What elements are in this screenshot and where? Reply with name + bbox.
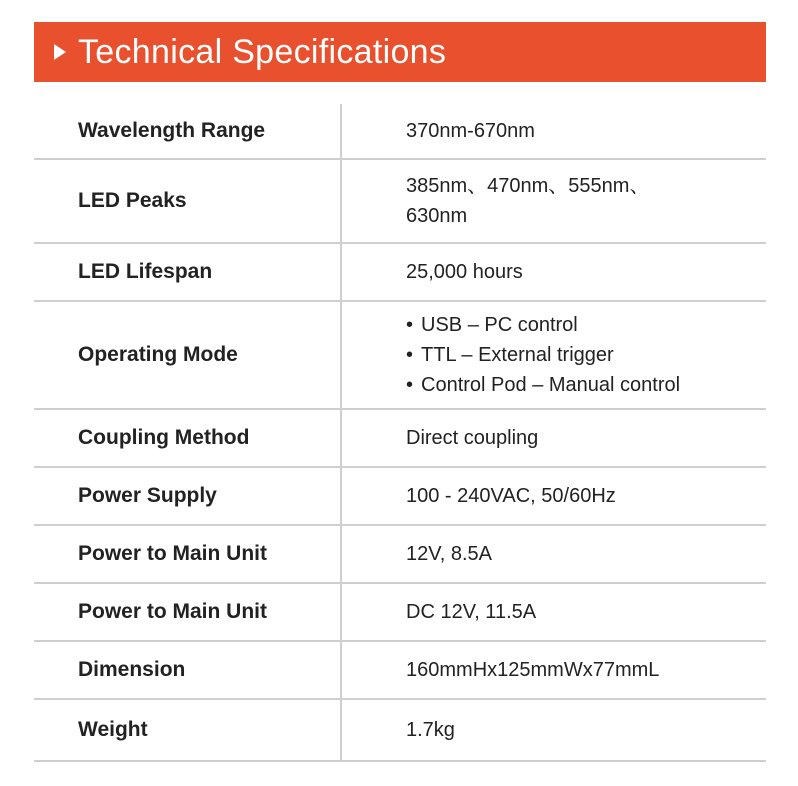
- section-header: [34, 22, 766, 82]
- spec-label: Dimension: [78, 658, 186, 681]
- spec-value: 1.7kg: [406, 719, 455, 741]
- spec-row-power-main-unit: [34, 526, 766, 584]
- spec-value: 12V, 8.5A: [406, 543, 493, 565]
- spec-label: Coupling Method: [78, 426, 250, 449]
- spec-row-operating-mode: [34, 302, 766, 410]
- spec-row-led-peaks: [34, 160, 766, 244]
- spec-label: Weight: [78, 718, 148, 741]
- spec-label: Power Supply: [78, 484, 217, 507]
- operating-mode-item: • TTL – External trigger: [406, 340, 756, 370]
- spec-value: 385nm、470nm、555nm、630nm: [406, 175, 650, 227]
- spec-row-coupling-method: [34, 410, 766, 468]
- spec-label: Wavelength Range: [78, 119, 266, 142]
- spec-row-power-supply: [34, 468, 766, 526]
- spec-row-led-lifespan: [34, 244, 766, 302]
- spec-label: Power to Main Unit: [78, 600, 267, 623]
- spec-label: LED Peaks: [78, 189, 187, 212]
- spec-label: Operating Mode: [78, 343, 238, 366]
- spec-row-wavelength-range: [34, 104, 766, 160]
- operating-mode-item: • Control Pod – Manual control: [406, 370, 756, 400]
- spec-label: Power to Main Unit: [78, 542, 267, 565]
- spec-table: [34, 104, 766, 762]
- spec-value: 370nm-670nm: [406, 120, 535, 142]
- spec-row-power-main-unit-dc: [34, 584, 766, 642]
- spec-row-dimension: [34, 642, 766, 700]
- spec-value-list: [340, 310, 766, 400]
- spec-value: 25,000 hours: [406, 261, 523, 283]
- operating-mode-item: • USB – PC control: [406, 310, 756, 340]
- section-title: Technical Specifications: [78, 32, 447, 71]
- spec-row-weight: [34, 700, 766, 762]
- spec-value: 160mmHx125mmWx77mmL: [406, 659, 660, 681]
- spec-value: 100 - 240VAC, 50/60Hz: [406, 485, 616, 507]
- spec-value: DC 12V, 11.5A: [406, 601, 537, 623]
- triangle-right-icon: [54, 44, 66, 60]
- spec-value: Direct coupling: [406, 427, 539, 449]
- spec-label: LED Lifespan: [78, 260, 213, 283]
